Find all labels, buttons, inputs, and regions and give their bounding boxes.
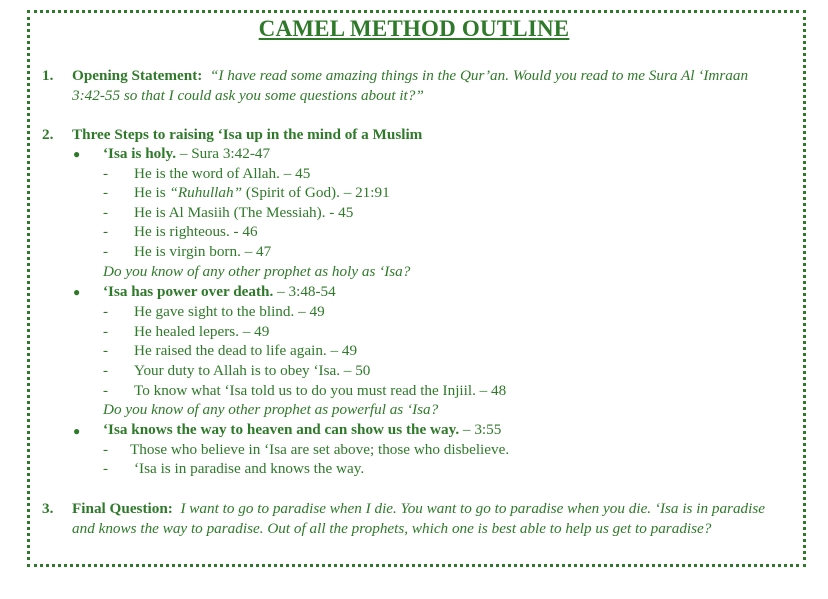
step-reference: – 3:55	[459, 421, 502, 438]
dash-icon: -	[103, 303, 109, 320]
dash-icon: -	[103, 243, 109, 260]
dash-icon: -	[103, 382, 109, 399]
section-heading: Opening Statement:	[72, 67, 203, 84]
section-three-steps	[42, 125, 782, 145]
section-final-question	[42, 499, 782, 538]
step-reference: – 3:48-54	[273, 283, 336, 300]
list-item: Those who believe in ‘Isa are set above; those who disbelieve.	[130, 441, 510, 458]
list-item: He is “Ruhullah” (Spirit of God). – 21:91	[134, 184, 390, 201]
dash-icon: -	[103, 460, 109, 477]
list-item: He is righteous. - 46	[134, 223, 258, 240]
step-reference: – Sura 3:42-47	[176, 145, 271, 162]
step-title: ‘Isa knows the way to heaven and can show us the way.	[103, 421, 460, 438]
list-item: He is the word of Allah. – 45	[134, 165, 311, 182]
dash-icon: -	[103, 165, 109, 182]
dash-icon: -	[103, 441, 109, 458]
step-power-over-death	[103, 282, 336, 302]
step-holy	[103, 144, 270, 164]
section-opening-statement	[42, 66, 782, 105]
step-knows-the-way	[103, 420, 501, 440]
list-item: He is Al Masiih (The Messiah). - 45	[134, 204, 354, 221]
section-heading: Final Question:	[72, 500, 173, 517]
section-heading: Three Steps to raising ‘Isa up in the mind of a Muslim	[72, 126, 423, 143]
list-item: He is virgin born. – 47	[134, 243, 272, 260]
dash-icon: -	[103, 204, 109, 221]
dash-icon: -	[103, 342, 109, 359]
list-item: He gave sight to the blind. – 49	[134, 303, 325, 320]
section-number: 2.	[42, 126, 54, 143]
list-item: He raised the dead to life again. – 49	[134, 342, 358, 359]
step-title: ‘Isa is holy.	[103, 145, 177, 162]
section-number: 1.	[42, 67, 54, 84]
section-number: 3.	[42, 500, 54, 517]
list-item: Your duty to Allah is to obey ‘Isa. – 50	[134, 362, 371, 379]
reflection-question: Do you know of any other prophet as powerful as ‘Isa?	[103, 401, 439, 418]
dash-icon: -	[103, 184, 109, 201]
final-question-text: I want to go to paradise when I die. You want to go to paradise when you die. ‘Isa is in paradise and knows the way to paradise. Out of all the prophets, which one is best able to help us get to paradise?	[72, 500, 766, 537]
dash-icon: -	[103, 362, 109, 379]
list-item: To know what ‘Isa told us to do you must read the Injiil. – 48	[134, 382, 507, 399]
list-item: He healed lepers. – 49	[134, 323, 270, 340]
step-title: ‘Isa has power over death.	[103, 283, 274, 300]
bullet-icon: ●	[73, 424, 81, 438]
page-title: CAMEL METHOD OUTLINE	[258, 16, 570, 41]
opening-statement-text: “I have read some amazing things in the Qur’an. Would you read to me Sura Al ‘Imraan 3:42-55 so that I could ask you some questions about it?”	[72, 67, 749, 104]
reflection-question: Do you know of any other prophet as holy as ‘Isa?	[103, 263, 411, 280]
bullet-icon: ●	[73, 285, 81, 299]
list-item: ‘Isa is in paradise and knows the way.	[134, 460, 365, 477]
bullet-icon: ●	[73, 147, 81, 161]
dash-icon: -	[103, 323, 109, 340]
dash-icon: -	[103, 223, 109, 240]
